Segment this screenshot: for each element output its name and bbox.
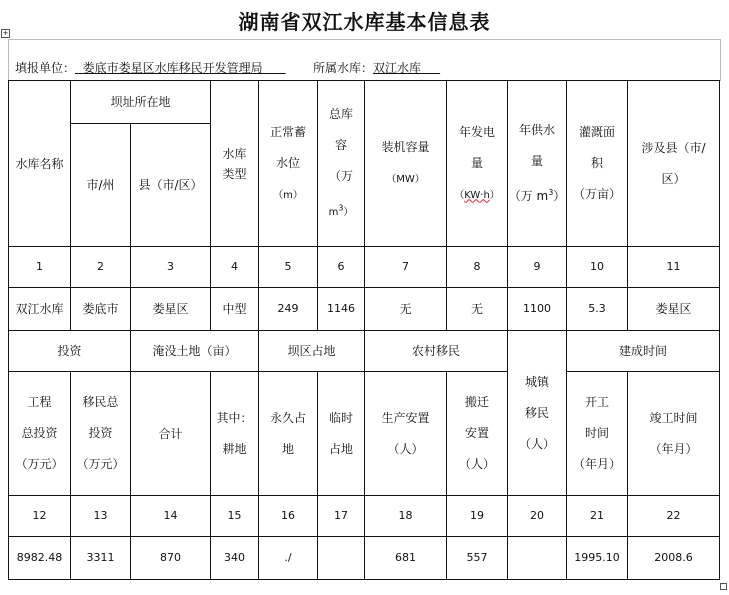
value-cell: ./ — [259, 537, 318, 580]
header-annual-power: 年发电 量 （KW·h） — [447, 81, 508, 247]
value-cell — [318, 537, 365, 580]
header-start-time: 开工 时间 （年月） — [567, 372, 628, 496]
index-cell: 8 — [447, 247, 508, 288]
table-move-handle-icon[interactable]: + — [2, 29, 9, 37]
header-completion-time: 竣工时间 （年月） — [628, 372, 720, 496]
header-flooded-land: 淹没土地（亩） — [131, 331, 259, 372]
index-cell: 16 — [259, 496, 318, 537]
header-production-resettlement: 生产安置 （人） — [365, 372, 447, 496]
index-cell: 6 — [318, 247, 365, 288]
header-investment: 投资 — [9, 331, 131, 372]
index-cell: 12 — [9, 496, 71, 537]
page-title: 湖南省双江水库基本信息表 — [238, 10, 491, 34]
index-cell: 14 — [131, 496, 211, 537]
value-cell: 2008.6 — [628, 537, 720, 580]
header-farmland: 其中： 耕地 — [211, 372, 259, 496]
table-row — [9, 247, 720, 288]
header-total: 合计 — [131, 372, 211, 496]
index-cell: 19 — [447, 496, 508, 537]
index-cell: 13 — [71, 496, 131, 537]
header-reservoir-type: 水库 类型 — [211, 81, 259, 247]
header-normal-water-level: 正常蓄 水位 （m） — [259, 81, 318, 247]
value-cell: 681 — [365, 537, 447, 580]
value-cell: 1100 — [508, 288, 567, 331]
header-annual-water-supply: 年供水 量 （万 $m^3$） — [508, 81, 567, 247]
index-cell: 17 — [318, 496, 365, 537]
value-cell: 娄底市 — [71, 288, 131, 331]
index-cell: 9 — [508, 247, 567, 288]
header-total-investment: 工程 总投资 （万元） — [9, 372, 71, 496]
header-county: 县（市/区） — [131, 124, 211, 247]
index-cell: 11 — [628, 247, 720, 288]
index-cell: 4 — [211, 247, 259, 288]
value-cell: 557 — [447, 537, 508, 580]
index-cell: 5 — [259, 247, 318, 288]
header-city: 市/州 — [71, 124, 131, 247]
reservoir-value: 双江水库 — [373, 61, 422, 75]
index-cell: 2 — [71, 247, 131, 288]
header-dam-area: 坝区占地 — [259, 331, 365, 372]
header-temporary-land: 临时 占地 — [318, 372, 365, 496]
index-cell: 20 — [508, 496, 567, 537]
value-cell: 双江水库 — [9, 288, 71, 331]
header-total-capacity: 总库 容 （万 $m^3$） — [318, 81, 365, 247]
header-rural-migrants: 农村移民 — [365, 331, 508, 372]
unit-info — [15, 59, 286, 76]
header-irrigation-area: 灌溉面 积 （万亩） — [567, 81, 628, 247]
index-cell: 22 — [628, 496, 720, 537]
unit-value: 娄底市娄星区水库移民开发管理局 — [82, 61, 263, 75]
header-counties-involved: 涉及县（市/ 区） — [628, 81, 720, 247]
unit-label: 填报单位： — [15, 61, 76, 75]
index-cell: 1 — [9, 247, 71, 288]
value-cell: 5.3 — [567, 288, 628, 331]
value-cell: 3311 — [71, 537, 131, 580]
index-cell: 10 — [567, 247, 628, 288]
index-cell: 15 — [211, 496, 259, 537]
header-relocation-resettlement: 搬迁 安置 （人） — [447, 372, 508, 496]
index-cell: 7 — [365, 247, 447, 288]
value-cell: 娄星区 — [628, 288, 720, 331]
value-cell: 1995.10 — [567, 537, 628, 580]
index-cell: 3 — [131, 247, 211, 288]
value-cell: 249 — [259, 288, 318, 331]
value-cell: 中型 — [211, 288, 259, 331]
value-cell: 无 — [447, 288, 508, 331]
index-cell: 18 — [365, 496, 447, 537]
header-permanent-land: 永久占 地 — [259, 372, 318, 496]
table-row — [9, 537, 720, 580]
table-row — [9, 496, 720, 537]
reservoir-info — [313, 59, 440, 76]
value-cell: 1146 — [318, 288, 365, 331]
table-row — [9, 288, 720, 331]
value-cell: 8982.48 — [9, 537, 71, 580]
index-cell: 21 — [567, 496, 628, 537]
header-urban-migrants: 城镇 移民 （人） — [508, 331, 567, 496]
header-dam-location: 坝址所在地 — [71, 81, 211, 124]
header-installed-capacity: 装机容量 （MW） — [365, 81, 447, 247]
value-cell: 340 — [211, 537, 259, 580]
header-migrant-investment: 移民总 投资 （万元） — [71, 372, 131, 496]
value-cell: 无 — [365, 288, 447, 331]
header-build-time: 建成时间 — [567, 331, 720, 372]
table-resize-handle-icon[interactable] — [720, 583, 727, 590]
value-cell: 娄星区 — [131, 288, 211, 331]
reservoir-label: 所属水库： — [313, 61, 374, 75]
value-cell: 870 — [131, 537, 211, 580]
value-cell — [508, 537, 567, 580]
header-reservoir-name: 水库名称 — [9, 81, 71, 247]
reservoir-info-table — [8, 80, 720, 580]
